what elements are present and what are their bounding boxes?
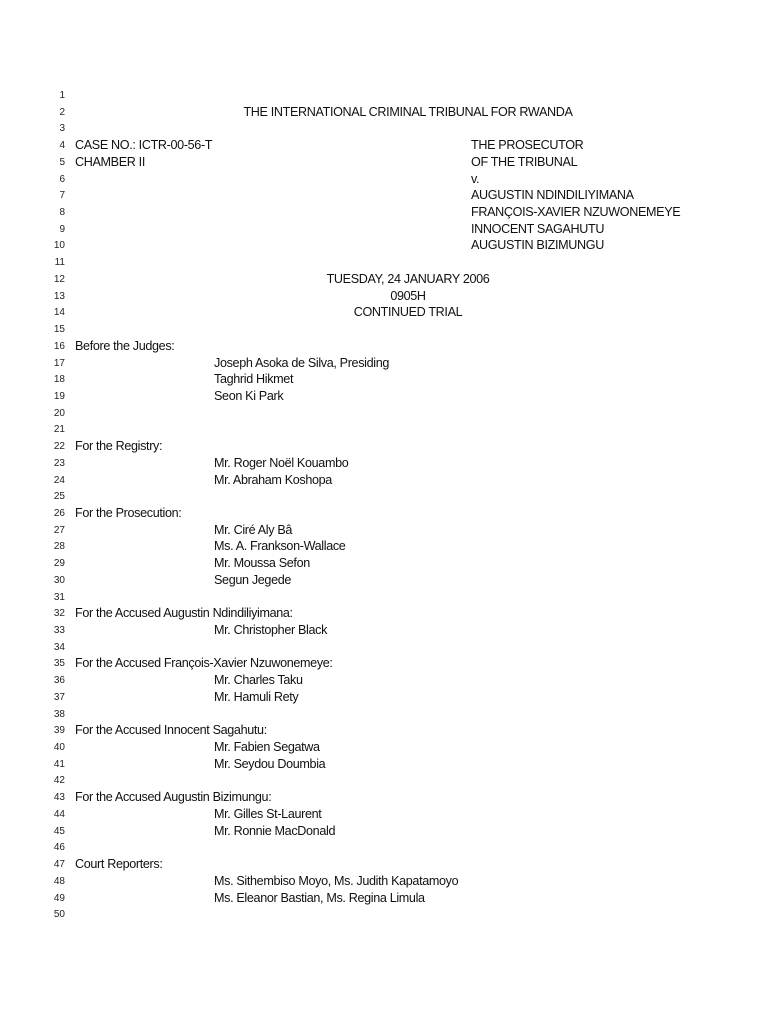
line-text-indent: Ms. A. Frankson-Wallace [214, 539, 346, 554]
line-number: 46 [53, 842, 65, 854]
line-number: 50 [53, 909, 65, 921]
transcript-line [0, 405, 770, 422]
transcript-line [0, 137, 770, 154]
line-text-indent: Mr. Abraham Koshopa [214, 472, 332, 487]
line-text-right: FRANÇOIS-XAVIER NZUWONEMEYE [471, 205, 681, 220]
line-text-left: For the Registry: [75, 439, 163, 454]
transcript-line [0, 689, 770, 706]
transcript-line [0, 254, 770, 271]
transcript-line [0, 438, 770, 455]
transcript-line [0, 321, 770, 338]
transcript-line [0, 154, 770, 171]
transcript-line [0, 856, 770, 873]
line-number: 16 [53, 340, 65, 352]
transcript-line [0, 605, 770, 622]
line-text-indent: Mr. Ciré Aly Bâ [214, 522, 293, 537]
line-number: 12 [53, 273, 65, 285]
line-text-left: For the Accused Augustin Bizimungu: [75, 790, 272, 805]
line-number: 10 [53, 240, 65, 252]
line-text-center: THE INTERNATIONAL CRIMINAL TRIBUNAL FOR RWANDA [243, 104, 573, 119]
transcript-line [0, 706, 770, 723]
line-number: 26 [53, 507, 65, 519]
line-text-right: OF THE TRIBUNAL [471, 154, 578, 169]
transcript-line [0, 505, 770, 522]
line-text-indent: Mr. Christopher Black [214, 623, 328, 637]
transcript-line [0, 756, 770, 773]
transcript-line [0, 555, 770, 572]
line-text-left: For the Accused François-Xavier Nzuwonemeye: [75, 656, 333, 671]
transcript-line [0, 789, 770, 806]
transcript-line [0, 873, 770, 890]
line-number: 14 [53, 307, 65, 319]
transcript-line [0, 472, 770, 489]
transcript-line [0, 890, 770, 907]
line-number: 43 [53, 792, 65, 804]
transcript-line [0, 237, 770, 254]
line-number: 31 [53, 591, 65, 603]
line-text-indent: Mr. Roger Noël Kouambo [214, 455, 349, 470]
transcript-line [0, 722, 770, 739]
transcript-line [0, 622, 770, 639]
line-number: 7 [59, 190, 65, 202]
line-number: 15 [53, 324, 65, 336]
line-text-left: Court Reporters: [75, 857, 163, 872]
line-number: 35 [53, 658, 65, 670]
line-text-left: CHAMBER II [75, 154, 145, 169]
line-number: 36 [53, 675, 65, 687]
line-number: 41 [53, 758, 65, 770]
line-number: 3 [59, 123, 65, 135]
line-number: 13 [53, 290, 65, 302]
line-number: 11 [54, 257, 65, 269]
line-number: 27 [53, 524, 65, 536]
line-text-left: For the Accused Augustin Ndindiliyimana: [75, 606, 293, 621]
line-text-indent: Mr. Ronnie MacDonald [214, 823, 336, 838]
line-text-indent: Mr. Gilles St-Laurent [214, 806, 322, 821]
line-number: 34 [53, 641, 65, 653]
line-number: 40 [53, 742, 65, 754]
transcript-line [0, 288, 770, 305]
transcript-line [0, 572, 770, 589]
transcript-line [0, 823, 770, 840]
line-text-center: 0905H [390, 288, 426, 303]
transcript-line [0, 171, 770, 188]
line-number: 22 [53, 441, 65, 453]
transcript-line [0, 672, 770, 689]
transcript-line [0, 104, 770, 121]
line-number: 47 [53, 859, 65, 871]
line-text-right: AUGUSTIN NDINDILIYIMANA [471, 188, 634, 203]
transcript-line [0, 806, 770, 823]
line-text-indent: Seon Ki Park [214, 388, 284, 403]
line-number: 33 [53, 625, 65, 636]
line-text-left: CASE NO.: ICTR-00-56-T [75, 138, 213, 153]
line-number: 42 [53, 775, 65, 787]
line-number: 18 [53, 374, 65, 386]
line-text-indent: Ms. Eleanor Bastian, Ms. Regina Limula [214, 890, 425, 905]
line-text-right: THE PROSECUTOR [471, 138, 584, 153]
line-text-indent: Segun Jegede [214, 572, 292, 587]
line-number: 32 [53, 608, 65, 620]
transcript-line [0, 488, 770, 505]
transcript-line [0, 655, 770, 672]
line-text-center: CONTINUED TRIAL [353, 305, 463, 320]
transcript-line [0, 739, 770, 756]
line-number: 23 [53, 457, 65, 469]
line-text-right: INNOCENT SAGAHUTU [471, 221, 605, 236]
line-text-indent: Joseph Asoka de Silva, Presiding [214, 355, 390, 370]
transcript-line [0, 187, 770, 204]
line-number: 45 [53, 825, 65, 837]
transcript-line [0, 906, 770, 923]
transcript-line [0, 204, 770, 221]
line-text-indent: Mr. Charles Taku [214, 673, 303, 688]
line-number: 30 [53, 574, 65, 586]
line-number: 1 [59, 90, 65, 101]
line-text-indent: Mr. Fabien Segatwa [214, 740, 320, 755]
transcript-line [0, 538, 770, 555]
line-number: 29 [53, 558, 65, 570]
transcript-line [0, 338, 770, 355]
line-number: 4 [59, 140, 65, 152]
line-text-right: v. [471, 171, 480, 186]
transcript-line [0, 120, 770, 137]
line-number: 17 [53, 357, 65, 369]
line-text-left: For the Prosecution: [75, 505, 182, 520]
line-number: 6 [59, 173, 65, 185]
line-number: 24 [53, 474, 65, 486]
line-number: 28 [53, 541, 65, 553]
line-number: 37 [53, 691, 65, 703]
transcript-line [0, 271, 770, 288]
transcript-page [0, 87, 770, 923]
line-number: 39 [53, 725, 65, 737]
line-text-indent: Mr. Hamuli Rety [214, 689, 299, 704]
line-number: 21 [53, 424, 65, 436]
line-text-indent: Ms. Sithembiso Moyo, Ms. Judith Kapatamoyo [214, 873, 459, 888]
line-text-indent: Taghrid Hikmet [214, 372, 294, 387]
transcript-line [0, 455, 770, 472]
line-number: 20 [53, 407, 65, 419]
line-number: 38 [53, 708, 65, 720]
line-text-center: TUESDAY, 24 JANUARY 2006 [326, 271, 490, 286]
transcript-line [0, 221, 770, 238]
transcript-line [0, 371, 770, 388]
line-number: 49 [53, 892, 65, 904]
line-number: 5 [59, 156, 65, 168]
line-number: 25 [53, 491, 65, 503]
transcript-line [0, 304, 770, 321]
transcript-line [0, 421, 770, 438]
line-number: 2 [59, 106, 65, 118]
line-text-left: Before the Judges: [75, 338, 175, 353]
transcript-line [0, 589, 770, 606]
transcript-line [0, 522, 770, 539]
transcript-line [0, 355, 770, 372]
line-number: 8 [59, 207, 65, 219]
line-text-indent: Mr. Moussa Sefon [214, 556, 310, 571]
transcript-line [0, 639, 770, 656]
line-text-right: AUGUSTIN BIZIMUNGU [471, 238, 604, 253]
line-number: 44 [53, 808, 65, 820]
transcript-line [0, 772, 770, 789]
transcript-line [0, 839, 770, 856]
line-number: 48 [53, 875, 65, 887]
transcript-line [0, 388, 770, 405]
line-text-indent: Mr. Seydou Doumbia [214, 756, 326, 771]
line-text-left: For the Accused Innocent Sagahutu: [75, 723, 267, 738]
line-number: 9 [59, 223, 65, 235]
line-number: 19 [53, 390, 65, 402]
transcript-line [0, 87, 770, 104]
